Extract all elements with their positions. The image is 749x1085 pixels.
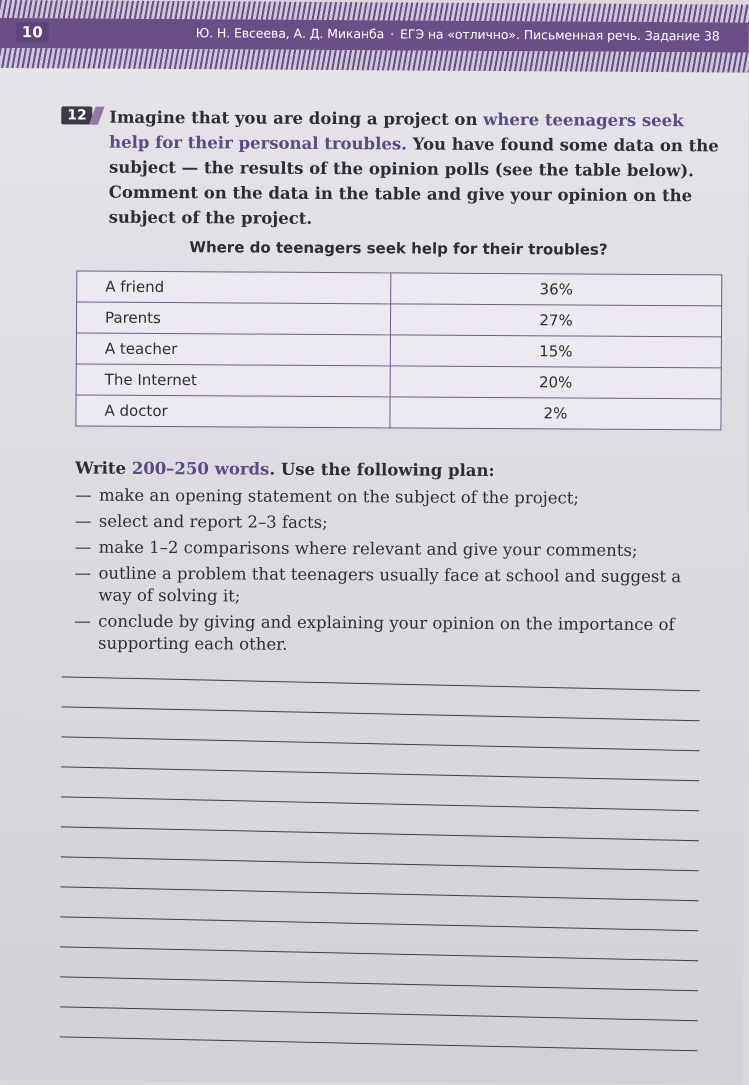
writing-line xyxy=(61,796,699,811)
table-row xyxy=(76,395,721,430)
plan-title xyxy=(75,458,715,481)
poll-results-table xyxy=(75,270,722,430)
row-label: A teacher xyxy=(76,333,390,366)
task-number-badge: 12 xyxy=(61,106,93,124)
writing-line xyxy=(60,916,698,931)
table-row xyxy=(76,302,721,337)
row-label: Parents xyxy=(76,302,390,335)
task-prompt xyxy=(109,105,730,234)
task-instruction: Comment on the data in the table and give your opinion on the subject of the project. xyxy=(108,182,693,228)
writing-line xyxy=(60,1036,698,1051)
writing-area xyxy=(59,676,701,1070)
plan-list xyxy=(74,484,695,662)
table-row xyxy=(76,333,721,368)
writing-line xyxy=(60,976,698,991)
writing-line xyxy=(61,826,699,841)
row-label: The Internet xyxy=(76,364,390,397)
authors: Ю. Н. Евсеева, А. Д. Миканба xyxy=(195,25,385,42)
plan-item: — make an opening statement on the subject of the project; xyxy=(75,484,695,510)
plan-item: — make 1–2 comparisons where relevant and give your comments; xyxy=(75,536,695,562)
row-value: 2% xyxy=(390,397,721,430)
plan-item: — select and report 2–3 facts; xyxy=(75,510,695,536)
plan-title-suffix: . Use the following plan: xyxy=(269,459,495,481)
plan-word-count: 200–250 words xyxy=(131,458,270,479)
task-highlight: where teenagers seek help for their personal troubles. xyxy=(109,109,684,154)
row-value: 20% xyxy=(390,366,721,399)
page-header xyxy=(0,0,749,75)
writing-line xyxy=(61,766,699,781)
plan-title-prefix: Write xyxy=(75,458,132,478)
writing-line xyxy=(62,676,700,691)
table-caption: Where do teenagers seek help for their troubles? xyxy=(189,238,608,259)
task-text-after: You have found some data on the subject — the results of the opinion polls (see the table below). xyxy=(108,134,719,181)
plan-item: — conclude by giving and explaining your opinion on the importance of supporting each other. xyxy=(74,610,694,658)
row-label: A friend xyxy=(77,271,391,304)
row-value: 36% xyxy=(391,273,722,306)
header-separator: · xyxy=(390,26,395,42)
table-row xyxy=(77,271,722,306)
table-row xyxy=(76,364,721,399)
page-number: 10 xyxy=(16,22,49,42)
writing-line xyxy=(61,856,699,871)
row-label: A doctor xyxy=(76,395,390,428)
writing-line xyxy=(62,706,700,721)
writing-line xyxy=(60,1006,698,1021)
header-hatch-bottom xyxy=(0,48,749,73)
writing-line xyxy=(60,946,698,961)
row-value: 15% xyxy=(390,335,721,368)
task-text-before: Imagine that you are doing a project on xyxy=(109,107,484,129)
running-head xyxy=(196,25,720,43)
row-value: 27% xyxy=(390,304,721,337)
book-title: ЕГЭ на «отлично». Письменная речь. Задание 38 xyxy=(399,26,720,44)
writing-line xyxy=(61,886,699,901)
plan-item: — outline a problem that teenagers usually face at school and suggest a way of solving it; xyxy=(74,562,694,610)
writing-line xyxy=(61,736,699,751)
